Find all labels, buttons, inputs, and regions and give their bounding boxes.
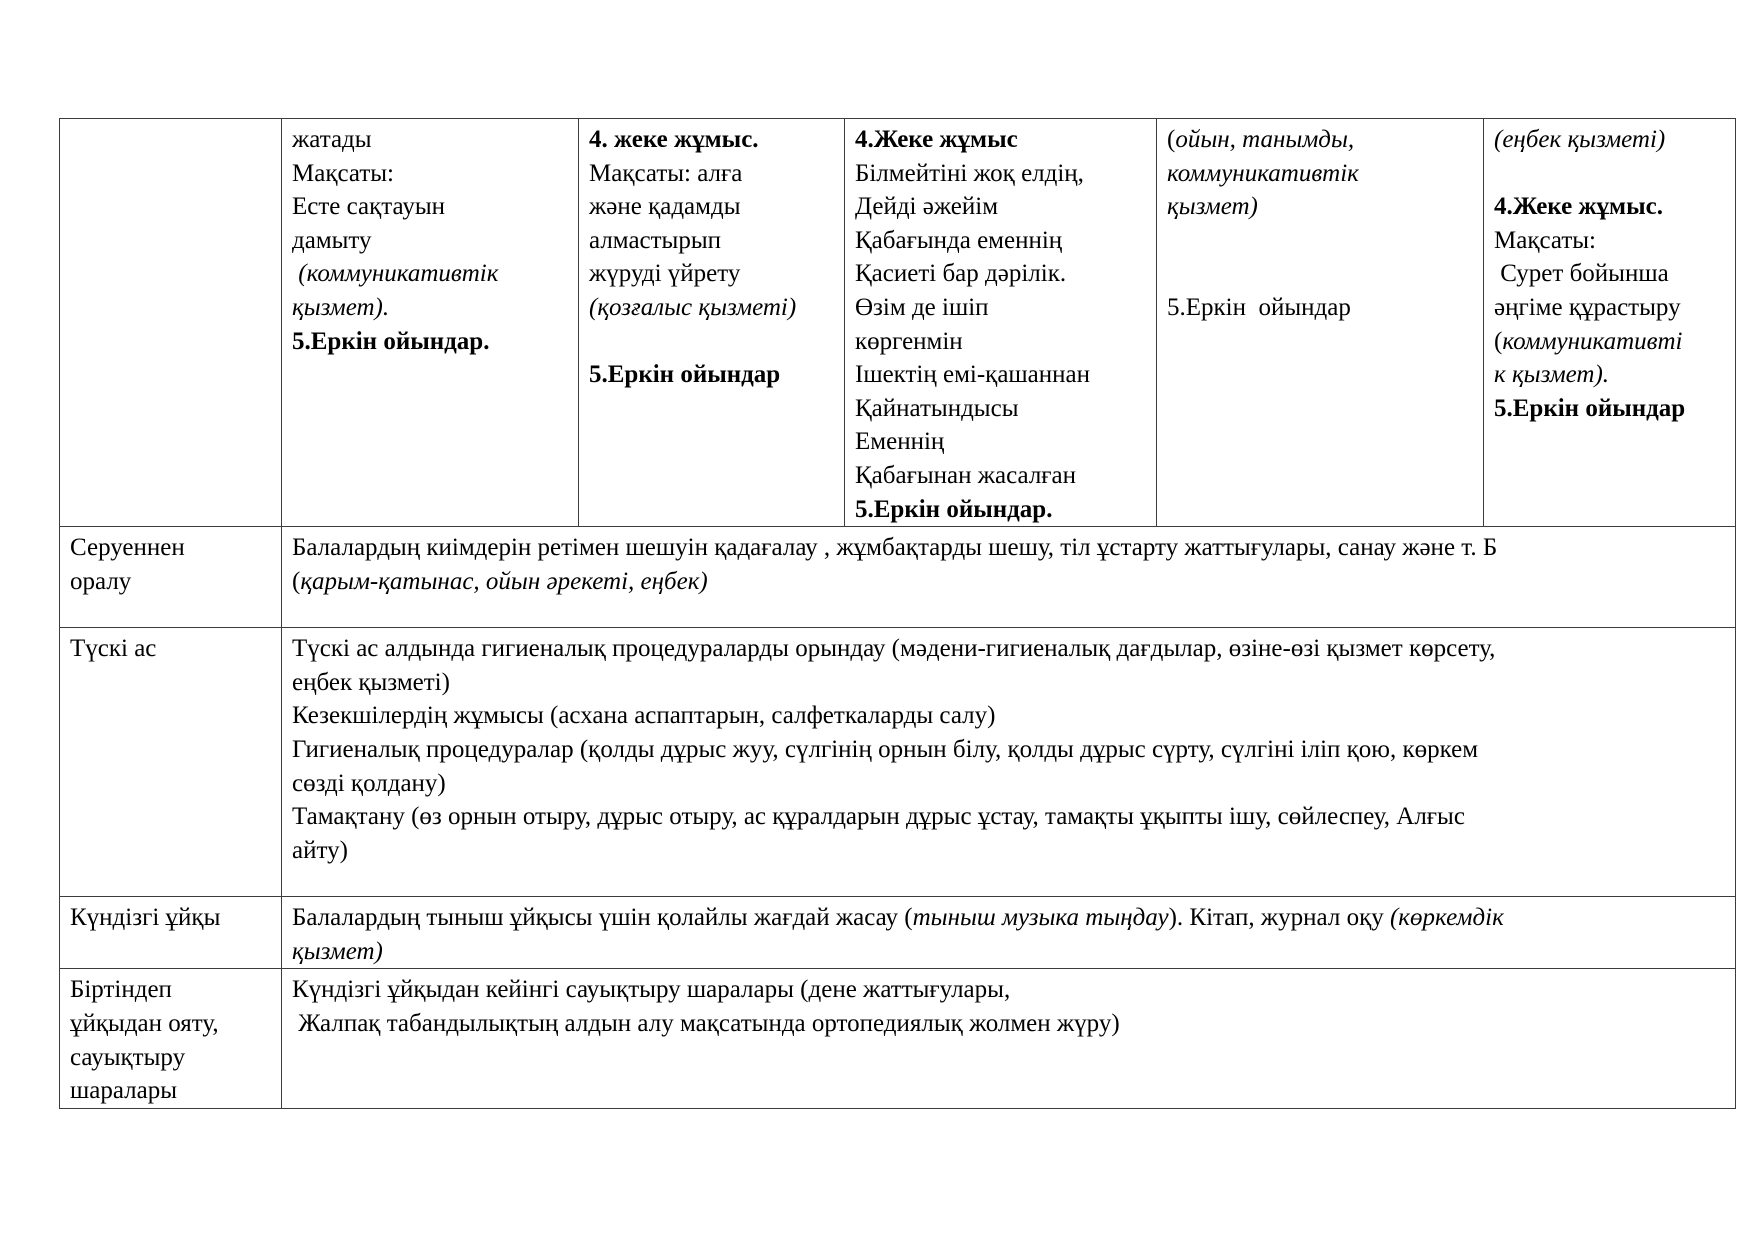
cell-friday-activity xyxy=(1157,119,1484,527)
row-text-part: Балалардың тыныш ұйқысы үшін қолайлы жағдай жасау ( xyxy=(292,904,913,932)
cell-text: Мақсаты: алға xyxy=(589,159,743,187)
row-label-wake-up xyxy=(60,969,282,1108)
cell-text: дамыту xyxy=(292,226,372,254)
cell-text: 5.Еркін ойындар xyxy=(1167,293,1351,321)
row-text-italic: (көркемдік xyxy=(1389,904,1504,932)
poem-line: Дейді әжейім xyxy=(855,193,999,221)
blank-line xyxy=(1167,224,1473,258)
row-content-lunch xyxy=(282,628,1736,897)
cell-extra-activity xyxy=(1484,119,1736,527)
row-text xyxy=(292,565,1725,599)
cell-text-italic: коммуникативті xyxy=(1502,327,1683,355)
cell-text xyxy=(1494,325,1725,359)
row-label-text: Күндізгі ұйқы xyxy=(70,904,221,932)
cell-text: қызмет). xyxy=(292,293,390,321)
cell-text: (қозғалыс қызметі) xyxy=(589,293,797,321)
cell-text: және қадамды xyxy=(589,193,741,221)
poem-line: көргенмін xyxy=(855,327,963,355)
cell-text: Есте сақтауын xyxy=(292,193,446,221)
cell-text: Мақсаты: xyxy=(292,159,394,187)
row-text: Балалардың киімдерін ретімен шешуін қадағалау , жұмбақтарды шешу, тіл ұстарту жаттығулары, санау және т. Б xyxy=(292,534,1498,562)
cell-text xyxy=(1167,123,1473,157)
daily-plan-table xyxy=(59,118,1736,1109)
table-row xyxy=(60,628,1736,897)
cell-text: жүруді үйрету xyxy=(589,260,741,288)
row-text: Тамақтану (өз орнын отыру, дұрыс отыру, ас құралдарын дұрыс ұстау, тамақты ұқыпты ішу, сөйлеспеу, Алғыс xyxy=(292,803,1465,831)
row-label-text: ұйқыдан ояту, xyxy=(70,1009,219,1037)
poem-line: Қайнатындысы xyxy=(855,394,1019,422)
row-text: Гигиеналық процедуралар (қолды дұрыс жуу, сүлгінің орнын білу, қолды дұрыс сүрту, сүлгіні іліп қою, көркем xyxy=(292,735,1479,763)
cell-text: қызмет) xyxy=(1167,193,1258,221)
cell-heading: 4.Жеке жұмыс xyxy=(855,126,1018,153)
row-label-text: Біртіндеп xyxy=(70,976,172,1004)
row-text: сөзді қолдану) xyxy=(292,769,446,797)
row-label-nap xyxy=(60,897,282,969)
cell-text: (еңбек қызметі) xyxy=(1494,126,1666,153)
cell-text: к қызмет). xyxy=(1494,361,1610,389)
poem-line: Өзім де ішіп xyxy=(855,293,989,321)
cell-text-italic: ойын, танымды, xyxy=(1175,126,1355,153)
poem-line: Ішектің емі-қашаннан xyxy=(855,361,1090,389)
cell-heading: 5.Еркін ойындар xyxy=(1494,394,1686,422)
paren-open: ( xyxy=(1494,327,1503,355)
cell-text: алмастырып xyxy=(589,226,722,254)
row-label-lunch xyxy=(60,628,282,897)
cell-heading: 5.Еркін ойындар xyxy=(589,361,781,389)
cell-wednesday-activity xyxy=(579,119,845,527)
row-label-return-walk xyxy=(60,527,282,628)
blank-line xyxy=(1167,257,1473,291)
table-row xyxy=(60,897,1736,969)
blank-line xyxy=(589,325,834,359)
row-text: Күндізгі ұйқыдан кейінгі сауықтыру шаралары (дене жаттығулары, xyxy=(292,976,1011,1004)
poem-line: Қабағынан жасалған xyxy=(855,461,1077,489)
row-text: Түскі ас алдында гигиеналық процедураларды орындау (мәдени-гигиеналық дағдылар, өзіне-өзі қызмет көрсету, xyxy=(292,635,1496,663)
poem-line: Қасиеті бар дәрілік. xyxy=(855,260,1067,288)
paren-open: ( xyxy=(292,567,301,595)
poem-line: Білмейтіні жоқ елдің, xyxy=(855,159,1084,187)
row-text-part: ). Кітап, журнал оқу xyxy=(1168,904,1390,932)
row-text xyxy=(292,901,1725,935)
cell-text: коммуникативтік xyxy=(1167,159,1359,187)
row-content-wake-up xyxy=(282,969,1736,1108)
row-text: Жалпақ табандылықтың алдын алу мақсатында ортопедиялық жолмен жүру) xyxy=(292,1009,1120,1037)
row-label-text: шаралары xyxy=(70,1077,178,1105)
row-text-italic: қарым-қатынас, ойын әрекеті, еңбек) xyxy=(300,567,708,595)
table-row xyxy=(60,527,1736,628)
row-label-text: Серуеннен xyxy=(70,534,185,562)
cell-thursday-activity xyxy=(845,119,1157,527)
blank-line xyxy=(1494,157,1725,191)
table-row xyxy=(60,119,1736,527)
row-label-text: оралу xyxy=(70,567,132,595)
row-label-text: сауықтыру xyxy=(70,1043,186,1071)
row-text-italic: қызмет) xyxy=(292,937,383,965)
row-text-italic: тыныш музыка тыңдау xyxy=(912,904,1169,932)
cell-heading: 5.Еркін ойындар. xyxy=(855,495,1053,523)
row-label-cell-empty xyxy=(60,119,282,527)
cell-tuesday-activity xyxy=(282,119,579,527)
cell-text: Мақсаты: xyxy=(1494,226,1596,254)
cell-text: әңгіме құрастыру xyxy=(1494,293,1681,321)
paren-open: ( xyxy=(1167,126,1176,153)
row-content-nap xyxy=(282,897,1736,969)
cell-text: жатады xyxy=(292,126,372,153)
cell-heading: 5.Еркін ойындар. xyxy=(292,327,490,355)
cell-heading: 4.Жеке жұмыс. xyxy=(1494,193,1663,221)
row-text: еңбек қызметі) xyxy=(292,668,450,696)
row-label-text: Түскі ас xyxy=(70,635,157,663)
row-text: айту) xyxy=(292,836,348,864)
poem-line: Еменнің xyxy=(855,428,945,456)
table-row xyxy=(60,969,1736,1108)
cell-text: (коммуникативтік xyxy=(292,260,499,288)
row-text: Кезекшілердің жұмысы (асхана аспаптарын, салфеткаларды салу) xyxy=(292,702,996,730)
poem-line: Қабағында еменнің xyxy=(855,226,1063,254)
cell-text: Сурет бойынша xyxy=(1494,260,1669,288)
cell-heading: 4. жеке жұмыс. xyxy=(589,126,759,153)
row-content-return-walk xyxy=(282,527,1736,628)
